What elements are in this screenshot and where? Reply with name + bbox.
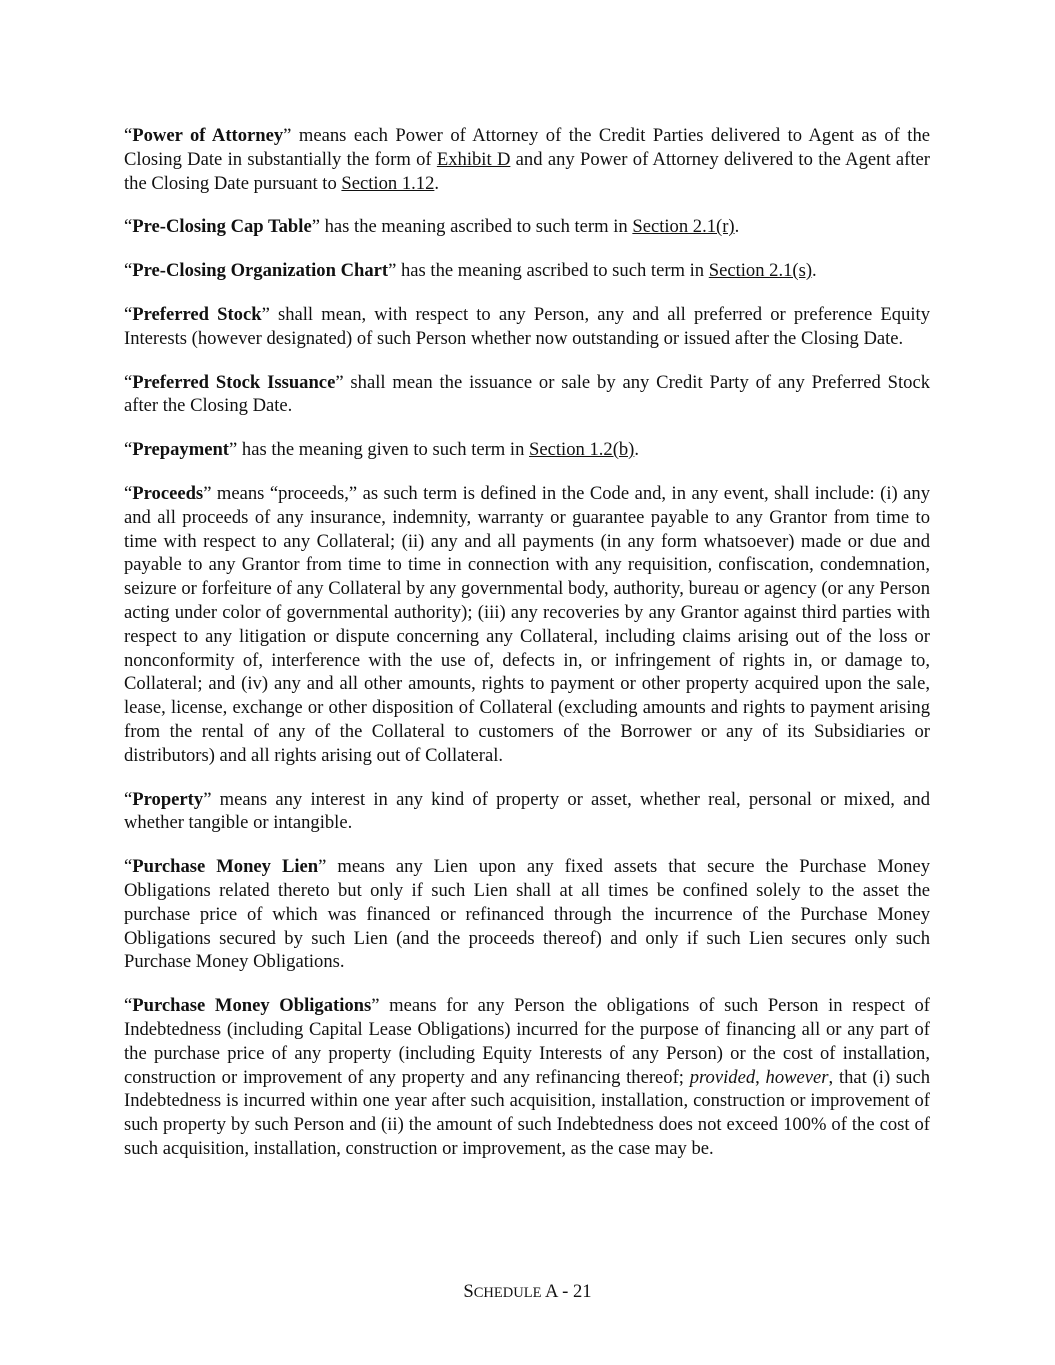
definition-prepayment [124, 438, 930, 462]
definition-text: and any Power of Attorney delivered to the Agent after the Closing Date pursuant to [124, 148, 930, 194]
emphasis-text: provided [689, 1066, 756, 1088]
definition-text: “ [124, 371, 133, 393]
defined-term: Preferred Stock [132, 303, 262, 325]
defined-term: Pre-Closing Organization Chart [132, 260, 389, 282]
definition-text: . [434, 172, 440, 194]
definition-text: “ [124, 216, 133, 238]
definition-text: “ [124, 303, 133, 325]
defined-term: Prepayment [132, 439, 230, 461]
defined-term: Power of Attorney [132, 125, 284, 146]
footer-schedule-s: S [463, 1281, 474, 1302]
definition-text: ” has the meaning ascribed to such term in [311, 216, 633, 238]
definition-text: “ [124, 788, 133, 810]
emphasis-text: however [765, 1066, 829, 1088]
defined-term: Preferred Stock Issuance [132, 371, 336, 393]
definition-text: ” means each Power of Attorney of the Credit Parties delivered to Agent as of the Closing Date in substantially the form of [124, 125, 930, 170]
definition-text: “ [124, 856, 133, 878]
defined-term: Purchase Money Obligations [132, 995, 372, 1017]
definition-text: “ [124, 482, 133, 504]
defined-term: Proceeds [132, 482, 204, 504]
cross-reference: Exhibit D [436, 148, 511, 170]
definition-text: . [812, 260, 817, 282]
footer-schedule-rest: CHEDULE [473, 1285, 542, 1301]
definition-text: ” shall mean, with respect to any Person, any and all preferred or preference Equity Interests (however designated) of such Person whether now outstanding or issued after the Closing Date. [124, 303, 931, 349]
definition-text: ” means “proceeds,” as such term is defined in the Code and, in any event, shall include: (i) any and all proceeds of any insurance, indemnity, warranty or guarantee payable to any Grantor from time to time with respect to any Collateral; (ii) any and all payments (in any form whatsoever) made or due and payable to any Grantor from time to time in connection with any requisition, confiscation, condemnation, seizure or forfeiture of any Collateral by any governmental body, authority, bureau or agency (or any Person acting under color of governmental authority); (iii) any recoveries by any Grantor against third parties with respect to any litigation or dispute concerning any Collateral, including claims arising out of the loss or nonconformity of, interference with the use of, defects in, or infringement of rights in, or damage to, Collateral; and (iv) any and all other amounts, rights to payment or other property acquired upon the sale, lease, license, exchange or other disposition of Collateral (excluding amounts and rights to payment arising from the rental of any of the Collateral to customers of the Borrower or any of its Subsidiaries or distributors) and all rights arising out of Collateral. [124, 482, 930, 766]
defined-term: Property [132, 788, 204, 810]
defined-term: Purchase Money Lien [132, 856, 319, 878]
defined-term: Pre-Closing Cap Table [132, 216, 312, 238]
definition-text: , that (i) such Indebtedness is incurred within one year after such acquisition, installation, construction or improvement of such property by such Person and (ii) the amount of such Indebtedness does not exceed 100% of the cost of such acquisition, installation, construction or improvement, as the case may be. [124, 1066, 931, 1159]
footer-schedule-letter: A [541, 1281, 558, 1302]
page-footer [0, 1281, 1055, 1304]
definition-text: . [634, 439, 640, 461]
definition-text: ” means any interest in any kind of property or asset, whether real, personal or mixed, and whether tangible or intangible. [124, 788, 930, 834]
definition-text: . [734, 216, 740, 238]
definition-text: ” has the meaning given to such term in [229, 439, 530, 461]
definition-text: “ [124, 439, 133, 461]
definition-text: ” shall mean the issuance or sale by any Credit Party of any Preferred Stock after the Closing Date. [124, 371, 930, 417]
definition-property [124, 788, 930, 836]
definition-pre-closing-organization-chart [124, 259, 930, 283]
definition-text: ” has the meaning ascribed to such term in [388, 260, 709, 282]
definition-purchase-money-obligations [124, 994, 930, 1161]
definition-text: “ [124, 260, 133, 282]
cross-reference: Section 1.12 [341, 172, 435, 194]
definition-purchase-money-lien [124, 855, 930, 974]
definition-text: “ [124, 995, 133, 1017]
definition-text: , [755, 1066, 766, 1088]
definition-power-of-attorney [124, 124, 930, 195]
definition-proceeds [124, 482, 930, 768]
cross-reference: Section 2.1(s) [708, 260, 813, 282]
cross-reference: Section 2.1(r) [632, 216, 735, 238]
definition-preferred-stock-issuance [124, 371, 930, 419]
definition-text: ” means any Lien upon any fixed assets that secure the Purchase Money Obligations related thereto but only if such Lien shall at all times be confined solely to the asset the purchase price of which was financed or refinanced through the incurrence of the Purchase Money Obligations secured by such Lien (and the proceeds thereof) and only if such Lien secures only such Purchase Money Obligations. [124, 856, 930, 973]
definition-text: “ [124, 125, 133, 146]
definition-pre-closing-cap-table [124, 215, 930, 239]
cross-reference: Section 1.2(b) [529, 439, 635, 461]
footer-page-number: - 21 [557, 1281, 592, 1302]
document-page [124, 124, 930, 1181]
definition-text: ” means for any Person the obligations of such Person in respect of Indebtedness (including Capital Lease Obligations) incurred for the purpose of financing all or any part of the purchase price of any property (including Equity Interests of any Person) or the cost of installation, construction or improvement of any property and any refinancing thereof; [124, 995, 930, 1088]
definition-preferred-stock [124, 303, 930, 351]
